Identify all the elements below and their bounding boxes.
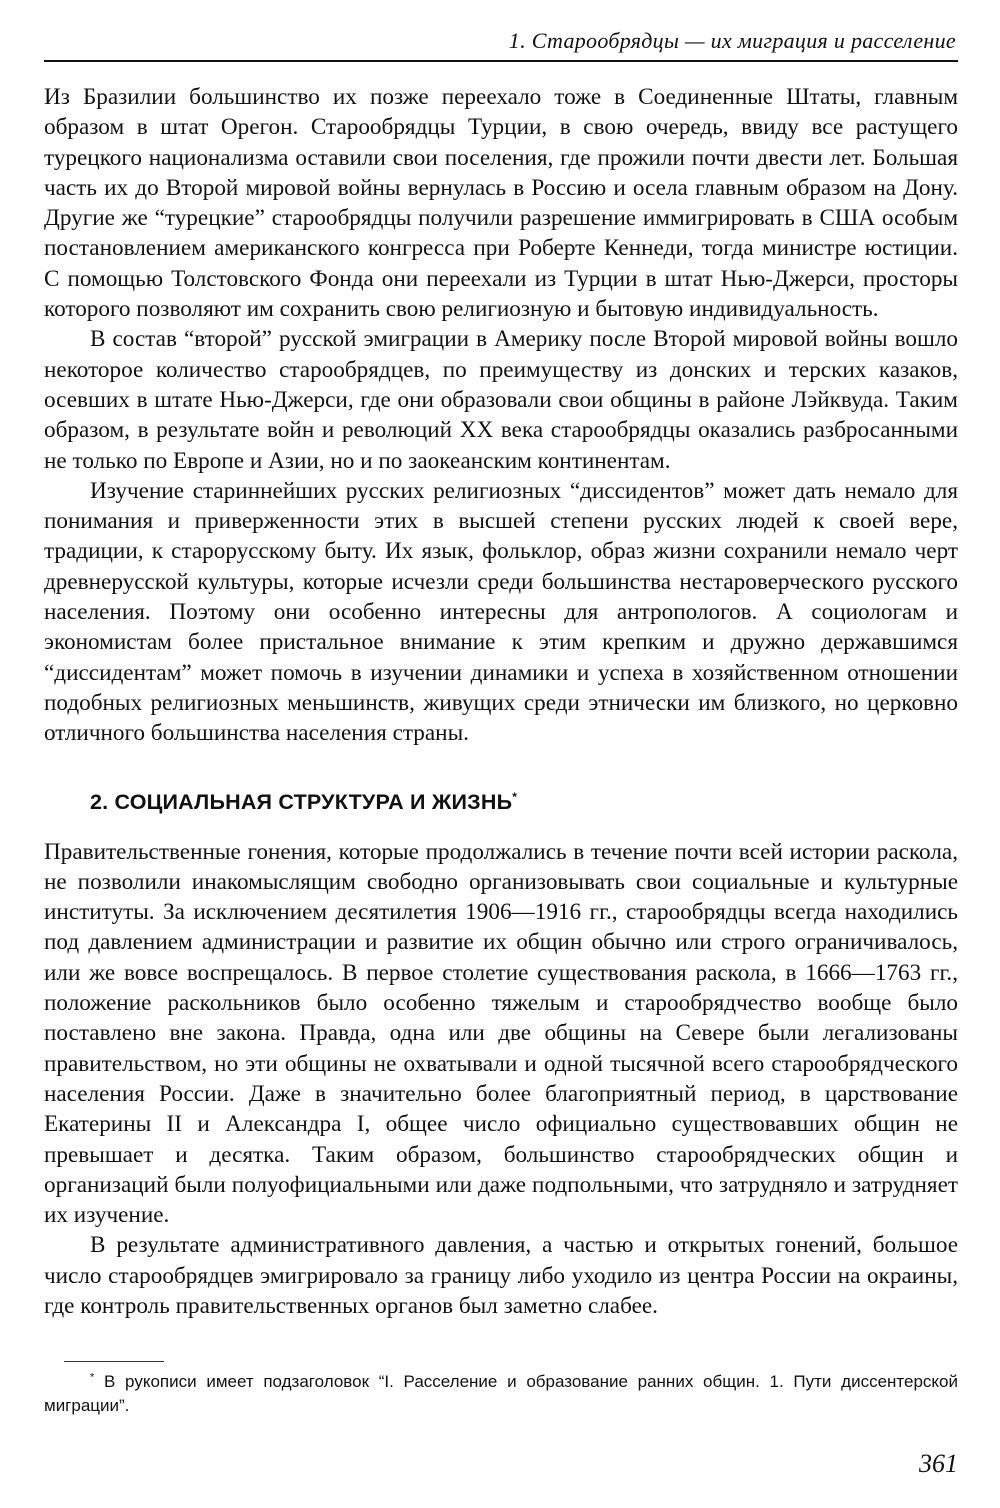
footnote-rule	[64, 1361, 164, 1362]
footnote-mark: *	[90, 1371, 95, 1384]
footnote-text: В рукописи имеет подзаголовок “I. Расселение и образование ранних общин. 1. Пути диссентерской миграции”.	[44, 1372, 958, 1416]
paragraph-5: В результате административного давления, а частью и открытых гонений, большое число старообрядцев эмигрировало за границу либо уходило из центра России на окраины, где контроль правительственных органов был заметно слабее.	[44, 1232, 958, 1319]
book-page	[44, 26, 958, 1418]
section-heading	[90, 787, 958, 817]
paragraph-4: Правительственные гонения, которые продолжались в течение почти всей истории раскола, не позволили инакомыслящим свободно организовывать свои социальные и культурные институты. За исключением десятилетия 1906—1916 гг., старообрядцы всегда находились под давлением администрации и развитие их общин обычно или строго ограничивалось, или же вовсе воспрещалось. В первое столетие существования раскола, в 1666—1763 гг., положение раскольников было особенно тяжелым и старообрядчество вообще было поставлено вне закона. Правда, одна или две общины на Севере были легализованы правительством, но эти общины не охватывали и одной тысячной всего старообрядческого населения России. Даже в значительно более благоприятный период, в царствование Екатерины II и Александра I, общее число официально существовавших общин не превышает и десятка. Таким образом, большинство старообрядческих общин и организаций были полуофициальными или даже подпольными, что затрудняло и затрудняет их изучение.	[44, 838, 958, 1229]
footnote	[44, 1370, 958, 1418]
section-heading-text: 2. СОЦИАЛЬНАЯ СТРУКТУРА И ЖИЗНЬ	[90, 789, 513, 814]
paragraph-2: В состав “второй” русской эмиграции в Америку после Второй мировой войны вошло некоторое количество старообрядцев, по преимуществу из донских и терских казаков, осевших в штате Нью-Джерси, где они образовали свои общины в районе Лэйквуда. Таким образом, в результате войн и революций XX века старообрядцы оказались разбросанными не только по Европе и Азии, но и по заокеанским континентам.	[44, 326, 958, 474]
paragraph-1: Из Бразилии большинство их позже переехало тоже в Соединенные Штаты, главным образом в штат Орегон. Старообрядцы Турции, в свою очередь, ввиду все растущего турецкого национализма оставили свои поселения, где прожили почти двести лет. Большая часть их до Второй мировой войны вернулась в Россию и осела главным образом на Дону. Другие же “турецкие” старообрядцы получили разрешение иммигрировать в США особым постановлением американского конгресса при Роберте Кеннеди, тогда министре юстиции. С помощью Толстовского Фонда они переехали из Турции в штат Нью-Джерси, просторы которого позволяют им сохранить свою религиозную и бытовую индивидуальность.	[44, 84, 958, 323]
paragraph-3: Изучение стариннейших русских религиозных “диссидентов” может дать немало для понимания и приверженности этих в высшей степени русских людей к своей вере, традиции, к старорусскому быту. Их язык, фольклор, образ жизни сохранили немало черт древнерусской культуры, которые исчезли среди большинства нестароверческого русского населения. Поэтому они особенно интересны для антропологов. А социологам и экономистам более пристальное внимание к этим крепким и дружно державшимся “диссидентам” может помочь в изучении динамики и успеха в хозяйственном отношении подобных религиозных меньшинств, живущих среди этнически им близкого, но церковно отличного большинства населения страны.	[44, 477, 958, 747]
header-rule	[44, 60, 958, 62]
running-head: 1. Старообрядцы — их миграция и расселение	[508, 28, 956, 53]
footnote-marker: *	[512, 789, 518, 804]
page-number: 361	[919, 1449, 958, 1478]
